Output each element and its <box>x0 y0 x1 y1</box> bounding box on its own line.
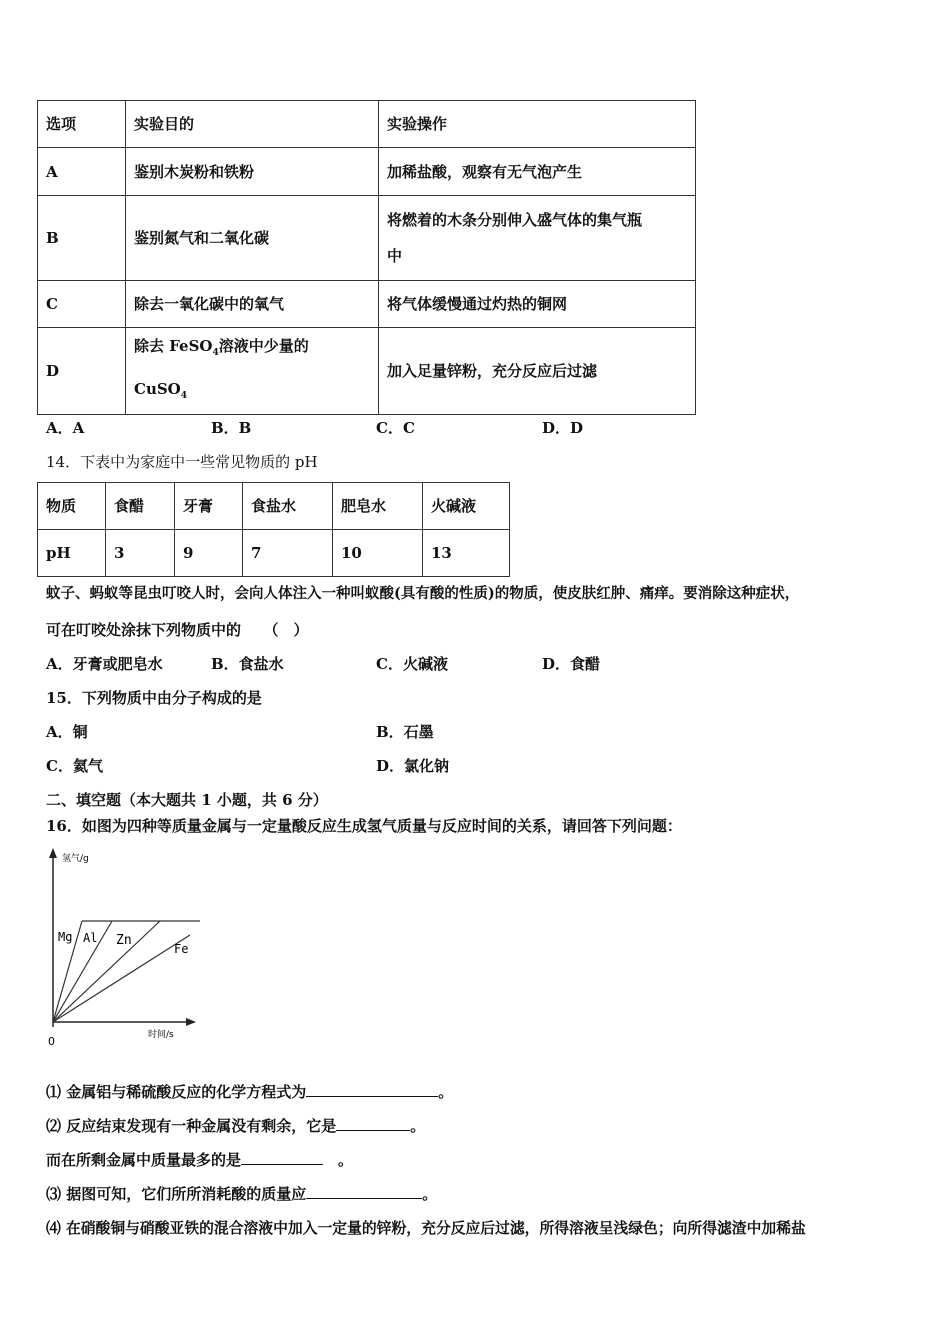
row-operation-line: 将燃着的木条分别伸入盛气体的集气瓶 <box>387 211 643 229</box>
section-heading: 二、填空题（本大题共 1 小题，共 6 分） <box>46 791 328 809</box>
sub-question-end: 。 <box>410 1117 426 1135</box>
table-header-row <box>38 101 696 148</box>
row-operation: 加稀盐酸，观察有无气泡产生 <box>379 148 696 196</box>
row-option: A <box>38 148 126 196</box>
row-aim-line <box>134 371 378 414</box>
sub-question-text: ⑶ 据图可知，它们所所消耗酸的质量应 <box>46 1185 307 1203</box>
question-14-text-1: 蚊子、蚂蚁等昆虫叮咬人时，会向人体注入一种叫蚁酸(具有酸的性质)的物质，使皮肤红肿、痛痒。要消除这种症状， <box>46 585 800 602</box>
ph-value-cell: 13 <box>423 530 510 577</box>
table-row <box>38 148 696 196</box>
sub-question-text: ⑵ 反应结束发现有一种金属没有剩余，它是 <box>46 1117 337 1135</box>
row-operation <box>379 196 696 281</box>
x-axis-label: 时间/s <box>148 1030 174 1040</box>
formula-subscript: 4 <box>212 348 219 358</box>
option-d: D．食醋 <box>542 655 601 673</box>
answer-blank[interactable] <box>306 1082 438 1097</box>
option-b: B．B <box>211 419 252 437</box>
origin-label: 0 <box>48 1035 55 1048</box>
ph-header-cell: 牙膏 <box>175 483 243 530</box>
sub-question-text: ⑴ 金属铝与稀硫酸反应的化学方程式为 <box>46 1083 307 1101</box>
option-b: B．食盐水 <box>211 655 284 673</box>
row-operation: 将气体缓慢通过灼热的铜网 <box>379 281 696 328</box>
sub-question-2b <box>46 1149 353 1170</box>
ph-value-cell: 3 <box>106 530 175 577</box>
table-row <box>38 281 696 328</box>
question-14-text-2: 可在叮咬处涂抹下列物质中的 （ ） <box>46 621 309 639</box>
ph-value-cell: 10 <box>333 530 423 577</box>
table-row <box>38 196 696 281</box>
row-option: B <box>38 196 126 281</box>
sub-question-2 <box>46 1115 425 1136</box>
row-aim <box>126 328 379 415</box>
answer-blank[interactable] <box>336 1116 410 1131</box>
x-axis-arrow <box>186 1018 196 1026</box>
ph-value-cell: pH <box>38 530 106 577</box>
option-d: D．D <box>542 419 584 437</box>
table-row <box>38 328 696 415</box>
formula-text: 除去 FeSO <box>134 337 213 355</box>
table-row <box>38 483 510 530</box>
formula-text: CuSO <box>134 380 181 398</box>
option-d: D．氯化钠 <box>376 757 450 775</box>
row-aim: 鉴别氮气和二氧化碳 <box>126 196 379 281</box>
sub-question-1 <box>46 1081 453 1102</box>
option-c: C．火碱液 <box>376 655 448 673</box>
row-option: D <box>38 328 126 415</box>
ph-header-cell: 火碱液 <box>423 483 510 530</box>
option-c: C．C <box>376 419 415 437</box>
row-operation: 加入足量锌粉，充分反应后过滤 <box>379 328 696 415</box>
experiment-table <box>37 100 696 415</box>
series-label-mg: Mg <box>58 930 73 944</box>
sub-question-4: ⑷ 在硝酸铜与硝酸亚铁的混合溶液中加入一定量的锌粉，充分反应后过滤，所得溶液呈浅绿色；向所得滤渣中加稀盐 <box>46 1220 806 1237</box>
ph-value-cell: 7 <box>243 530 333 577</box>
sub-question-end: 。 <box>323 1151 354 1169</box>
question-14-stem: 14．下表中为家庭中一些常见物质的 pH <box>46 453 318 471</box>
sub-question-3 <box>46 1183 437 1204</box>
hydrogen-time-chart <box>40 845 210 1050</box>
option-a: A．铜 <box>46 723 88 741</box>
row-aim: 鉴别木炭粉和铁粉 <box>126 148 379 196</box>
header-operation: 实验操作 <box>379 101 696 148</box>
sub-question-end: 。 <box>438 1083 454 1101</box>
ph-table <box>37 482 510 577</box>
aim-text: 溶液中少量的 <box>218 337 309 355</box>
ph-value-cell: 9 <box>175 530 243 577</box>
ph-header-cell: 食醋 <box>106 483 175 530</box>
series-line-fe <box>53 935 190 1022</box>
row-option: C <box>38 281 126 328</box>
sub-question-end: 。 <box>422 1185 438 1203</box>
row-aim: 除去一氧化碳中的氧气 <box>126 281 379 328</box>
series-label-zn: Zn <box>116 933 132 948</box>
header-option: 选项 <box>38 101 126 148</box>
question-16-stem: 16．如图为四种等质量金属与一定量酸反应生成氢气质量与反应时间的关系，请回答下列问题： <box>46 817 682 835</box>
answer-blank[interactable] <box>241 1150 323 1165</box>
series-label-al: Al <box>83 931 98 945</box>
ph-header-cell: 物质 <box>38 483 106 530</box>
option-c: C．氦气 <box>46 757 103 775</box>
header-aim: 实验目的 <box>126 101 379 148</box>
option-b: B．石墨 <box>376 723 434 741</box>
ph-header-cell: 肥皂水 <box>333 483 423 530</box>
y-axis-label: 氢气/g <box>62 854 89 864</box>
answer-blank[interactable] <box>306 1184 422 1199</box>
y-axis-arrow <box>49 848 57 858</box>
sub-question-text: 而在所剩金属中质量最多的是 <box>46 1151 242 1169</box>
row-aim-line <box>134 328 378 371</box>
option-a: A．牙膏或肥皂水 <box>46 655 163 673</box>
question-15-stem: 15．下列物质中由分子构成的是 <box>46 689 262 707</box>
option-a: A．A <box>46 419 85 437</box>
series-label-fe: Fe <box>174 942 189 956</box>
row-operation-line: 中 <box>387 247 403 265</box>
ph-header-cell: 食盐水 <box>243 483 333 530</box>
table-row <box>38 530 510 577</box>
formula-subscript: 4 <box>180 391 188 401</box>
